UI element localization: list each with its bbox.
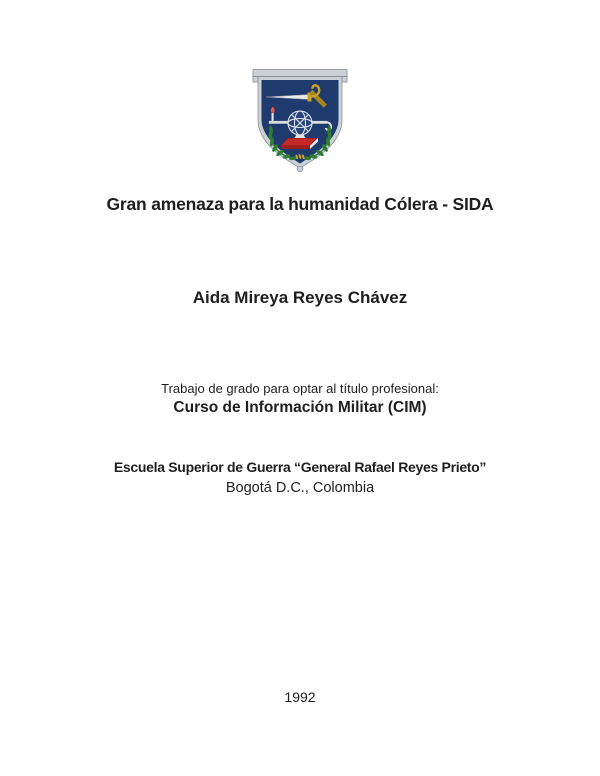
location: Bogotá D.C., Colombia — [225, 480, 375, 496]
year: 1992 — [284, 689, 316, 705]
author-name: Aida Mireya Reyes Chávez — [192, 288, 408, 307]
degree-note: Trabajo de grado para optar al título profesional: — [161, 381, 439, 396]
school-crest — [252, 68, 348, 175]
crest-shield-icon — [252, 68, 348, 175]
globe-icon — [288, 111, 312, 135]
program-name: Curso de Información Militar (CIM) — [173, 399, 427, 416]
document-title: Gran amenaza para la humanidad Cólera - SIDA — [106, 194, 494, 214]
institution-name: Escuela Superior de Guerra “General Rafael Reyes Prieto” — [113, 459, 487, 475]
